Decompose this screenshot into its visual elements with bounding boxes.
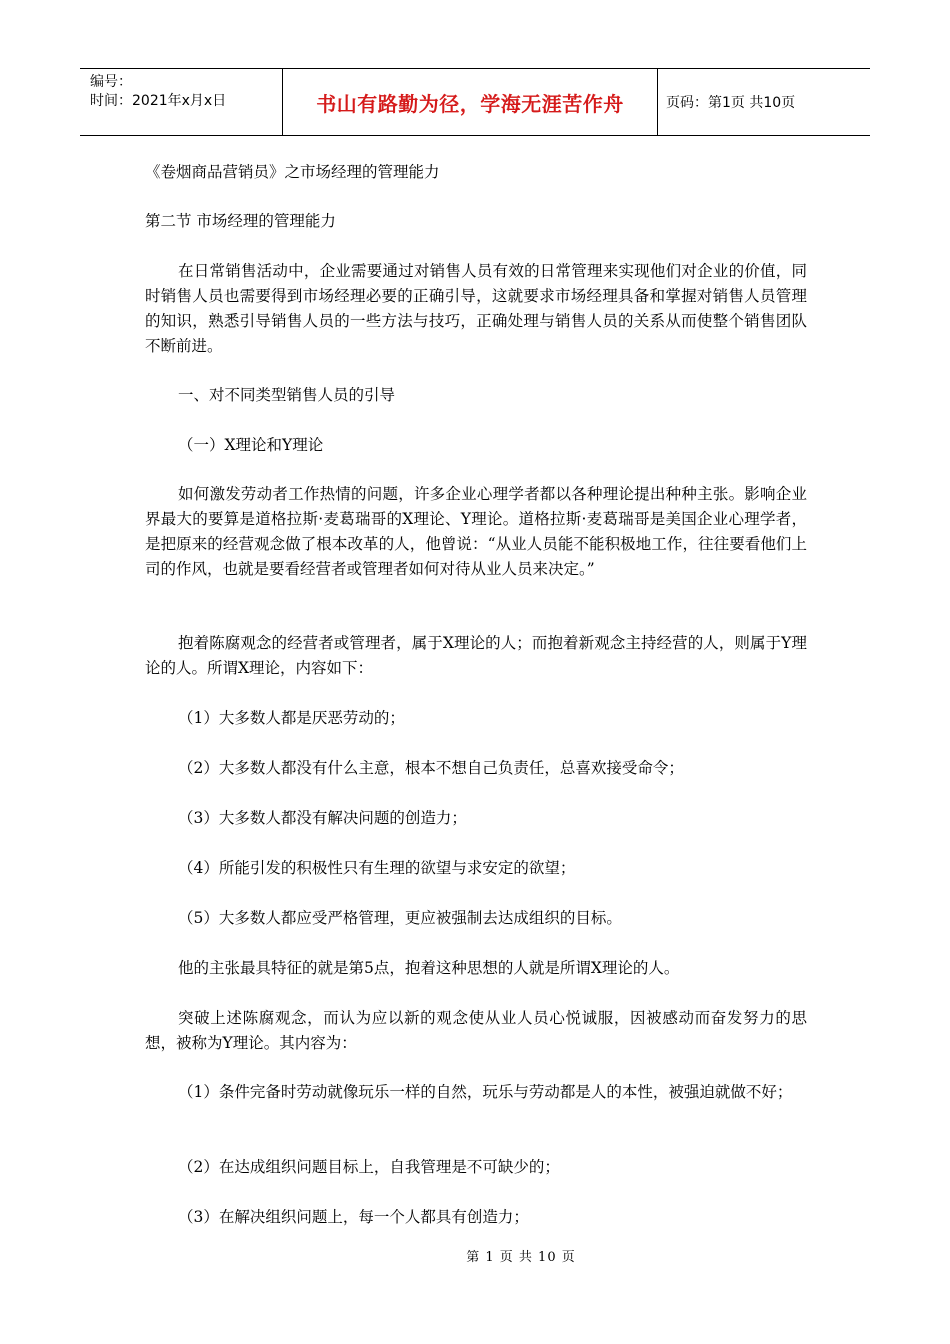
paragraph-2: 如何激发劳动者工作热情的问题，许多企业心理学者都以各种理论提出种种主张。影响企业界最大的要算是道格拉斯·麦葛瑞哥的X理论、Y理论。道格拉斯·麦葛瑞哥是美国企业心理学者，是把原来的经营观念做了根本改革的人，他曾说：“从业人员能不能积极地工作，往往要看他们上司的作风，也就是要看经营者或管理者如何对待从业人员来决定。” <box>145 485 807 578</box>
x-item: （5）大多数人都应受严格管理，更应被强制去达成组织的目标。 <box>178 909 622 927</box>
page-footer: 第 1 页 共 10 页 <box>466 1250 576 1265</box>
y-item: （1）条件完备时劳动就像玩乐一样的自然，玩乐与劳动都是人的本性，被强迫就做不好； <box>178 1083 793 1101</box>
x-item: （1）大多数人都是厌恶劳动的； <box>178 709 405 727</box>
header-page-info: 页码：第1页 共10页 <box>666 95 796 111</box>
paragraph-3: 抱着陈腐观念的经营者或管理者，属于X理论的人；而抱着新观念主持经营的人，则属于Y理论的人。所谓X理论，内容如下： <box>145 634 807 677</box>
time-label: 时间：2021年x月x日 <box>90 93 227 109</box>
header-table <box>80 68 870 136</box>
paragraph-5: 突破上述陈腐观念，而认为应以新的观念使从业人员心悦诚服，因被感动而奋发努力的思想，被称为Y理论。其内容为： <box>145 1009 807 1052</box>
x-item: （2）大多数人都没有什么主意，根本不想自己负责任，总喜欢接受命令； <box>178 759 684 777</box>
section-heading: 第二节 市场经理的管理能力 <box>145 212 336 230</box>
heading-2: （一）X理论和Y理论 <box>178 436 324 454</box>
doc-title: 《卷烟商品营销员》之市场经理的管理能力 <box>145 163 440 181</box>
y-item: （3）在解决组织问题上，每一个人都具有创造力； <box>178 1208 529 1226</box>
paragraph-4: 他的主张最具特征的就是第5点，抱着这种思想的人就是所谓X理论的人。 <box>178 959 680 977</box>
x-item: （4）所能引发的积极性只有生理的欲望与求安定的欲望； <box>178 859 576 877</box>
x-item: （3）大多数人都没有解决问题的创造力； <box>178 809 467 827</box>
header-motto: 书山有路勤为径，学海无涯苦作舟 <box>283 69 658 135</box>
header-meta <box>80 69 283 135</box>
code-label: 编号： <box>90 74 132 90</box>
y-item: （2）在达成组织问题目标上，自我管理是不可缺少的； <box>178 1158 560 1176</box>
paragraph-1: 在日常销售活动中，企业需要通过对销售人员有效的日常管理来实现他们对企业的价值，同时销售人员也需要得到市场经理必要的正确引导，这就要求市场经理具备和掌握对销售人员管理的知识，熟悉引导销售人员的一些方法与技巧，正确处理与销售人员的关系从而使整个销售团队不断前进。 <box>145 262 807 355</box>
heading-1: 一、对不同类型销售人员的引导 <box>178 386 396 404</box>
